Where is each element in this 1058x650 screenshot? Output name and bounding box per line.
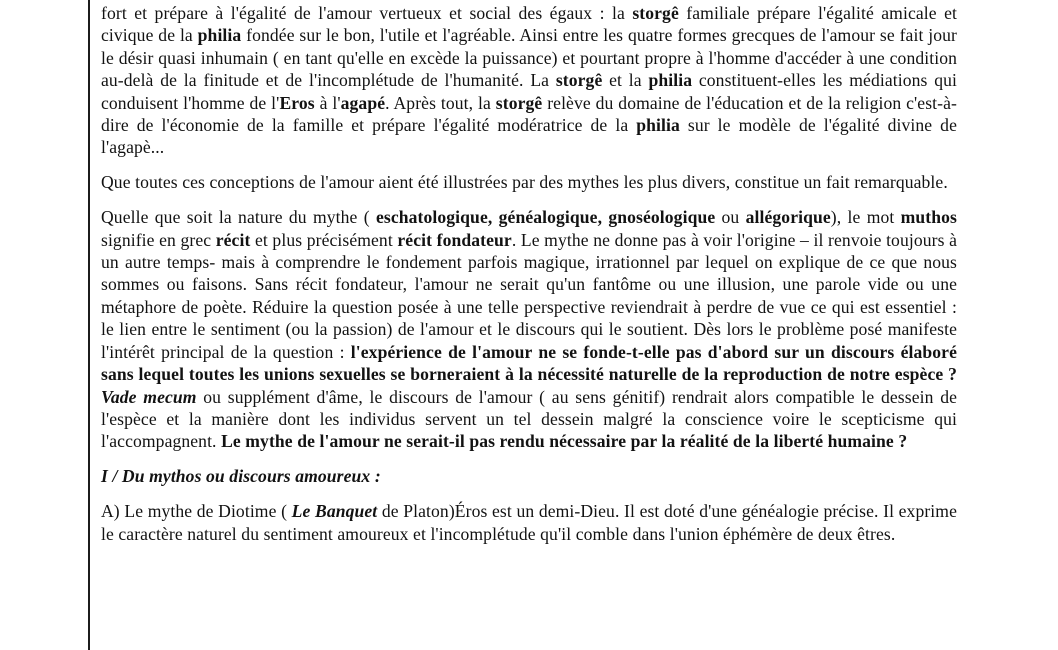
text-run: ), le mot bbox=[830, 207, 901, 228]
document-content bbox=[101, 2, 957, 545]
section-heading bbox=[101, 465, 957, 487]
text-run: l'expérience de l'amour ne se fonde-t-elle pas d'abord sur un discours élaboré sans lequel toutes les unions sexuelles se borneraient à la nécessité naturelle de la reproduction de notre espèce ? bbox=[101, 341, 957, 385]
text-run: philia bbox=[636, 115, 680, 136]
page-margin-rule bbox=[88, 0, 90, 650]
text-run: ou bbox=[715, 207, 746, 228]
paragraph bbox=[101, 206, 957, 452]
text-run: Vade mecum bbox=[101, 386, 197, 407]
text-run: Eros bbox=[279, 92, 315, 113]
text-run: sur le modèle de l'égalité divine de l'agapè... bbox=[101, 115, 957, 158]
text-run: philia bbox=[648, 70, 693, 91]
text-run: philia bbox=[197, 25, 242, 46]
text-run: I / Du mythos ou discours amoureux bbox=[101, 466, 371, 487]
text-run: et la bbox=[602, 70, 649, 91]
text-run: muthos bbox=[900, 207, 957, 228]
text-run: storgê bbox=[632, 3, 679, 23]
paragraph bbox=[101, 500, 957, 545]
text-run: A) Le mythe de Diotime ( bbox=[101, 501, 292, 522]
text-run: agapé bbox=[340, 92, 386, 113]
text-run: relève du domaine de l'éducation et de la religion c'est-à-dire de l'économie de la famille et prépare l'égalité modératrice de la bbox=[101, 92, 957, 136]
text-run: allégorique bbox=[745, 207, 831, 228]
text-run: Le Banquet bbox=[291, 501, 378, 522]
text-run: eschatologique, généalogique, gnoséologique bbox=[376, 207, 716, 228]
paragraph bbox=[101, 2, 957, 159]
text-run: Le mythe de l'amour ne serait-il pas rendu nécessaire par la réalité de la liberté humaine ? bbox=[221, 431, 908, 452]
paragraph bbox=[101, 171, 957, 193]
text-run: constituent-elles les médiations qui conduisent l'homme de l' bbox=[101, 70, 957, 113]
text-run: . Le mythe ne donne pas à voir l'origine – il renvoie toujours à un autre temps- mais à comprendre le fondement parfois magique, irrationnel par lequel on explique de ce que nous sommes ou faisons. Sans récit fondateur, l'amour ne serait qu'un fantôme ou une illusion, une parole vide ou une métaphore de poète. Réduire la question posée à une telle perspective reviendrait à perdre de vue ce qui est essentiel : le lien entre le sentiment (ou la passion) de l'amour et le discours qui le soutient. Dès lors le problème posé manifeste l'intérêt principal de la question : bbox=[101, 229, 957, 362]
text-run: fondée sur le bon, l'utile et l'agréable. Ainsi entre les quatre formes grecques de l'amour se fait jour le désir quasi inhumain ( en tant qu'elle en excède la puissance) et pourtant propre à l'homme d'accéder à une condition au-delà de la finitude et de l'incomplétude de l'humanité. La bbox=[101, 25, 957, 91]
text-run: ou supplément d'âme, le discours de l'amour ( au sens génitif) rendrait alors compatible le dessein de l'espèce et la manière dont les individus servent un tel dessein malgré la conscience voire le scepticisme qui l'accompagnent. bbox=[101, 386, 957, 452]
document-page bbox=[101, 2, 957, 545]
text-run: et plus précisément bbox=[250, 229, 398, 250]
text-run: storgê bbox=[495, 92, 543, 113]
text-run: à l' bbox=[314, 92, 341, 113]
text-run: familiale prépare l'égalité amicale et civique de la bbox=[101, 3, 957, 46]
text-run: : bbox=[370, 466, 381, 487]
text-run: récit fondateur bbox=[397, 229, 512, 250]
text-run: fort et prépare à l'égalité de l'amour vertueux et social des égaux : la bbox=[101, 3, 633, 23]
text-run: de Platon)Éros est un demi-Dieu. Il est doté d'une généalogie précise. Il exprime le caractère naturel du sentiment amoureux et l'incomplétude qu'il comble dans l'union éphémère de deux êtres. bbox=[101, 501, 957, 544]
text-run: Que toutes ces conceptions de l'amour aient été illustrées par des mythes les plus divers, constitue un fait remarquable. bbox=[101, 172, 948, 193]
text-run: signifie en grec bbox=[101, 229, 216, 250]
text-run: récit bbox=[215, 229, 251, 250]
text-run: storgê bbox=[555, 70, 603, 91]
text-run: Quelle que soit la nature du mythe ( bbox=[101, 207, 376, 228]
text-run: . Après tout, la bbox=[385, 92, 496, 113]
